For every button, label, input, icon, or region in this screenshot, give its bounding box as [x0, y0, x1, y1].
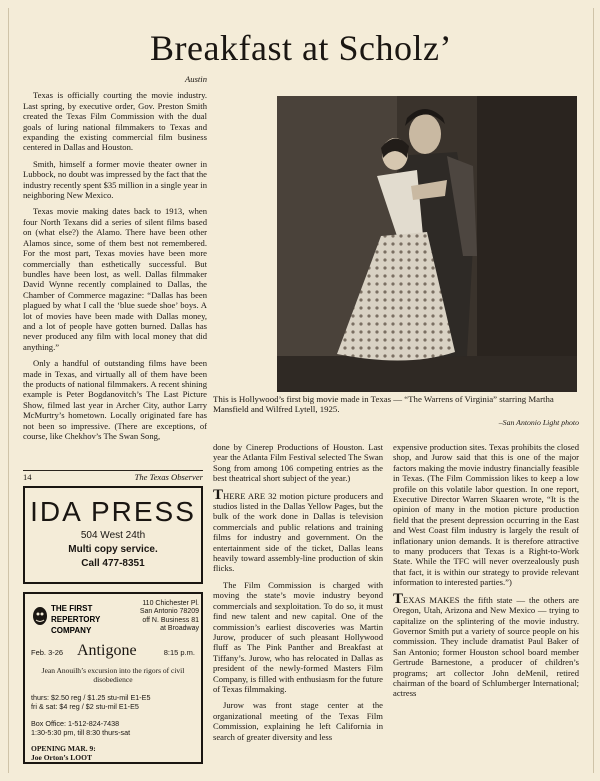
address-line: 110 Chichester Pl. [142, 600, 199, 607]
ticket-prices [31, 694, 150, 711]
paragraph-text: EXAS MAKES the fifth state — the others are Oregon, Utah, Arizona and New Mexico — trying to capitalize on the splintering of the movie industry. Governor Smith put a variety of source people on his commission. They include dramatist Paul Baker of San Antonio; former Houston school board member Gertrude Barnestone, a producer of children’s programs; art collector John deMenil, retired chairman of the board of Schlumberger International; actress [393, 594, 579, 699]
mask-icon [31, 600, 103, 642]
paragraph [213, 486, 383, 574]
opening-line: OPENING MAR. 9: [31, 744, 96, 753]
ad-address: 504 West 24th [80, 530, 146, 541]
paragraph: Jurow was front stage center at the organizational meeting of the Texas Film Commission, explaining he left California in search of greater diversity and less [213, 700, 383, 742]
article-column-2 [213, 442, 383, 748]
address-line: San Antonio 78209 [139, 608, 199, 616]
article-column-1 [23, 74, 207, 447]
paragraph-text: HERE ARE 32 motion picture producers and studios listed in the Dallas Yellow Pages, but the bulk of the work done in Dallas is television commercials and public relations and training films for industry and government. On the entertainment side of the ticket, Dallas leans heavily toward assembly-line production of skin flicks. [213, 490, 383, 574]
run-dates: Feb. 3-26 [31, 648, 64, 657]
headline: Breakfast at Scholz’ [150, 28, 452, 68]
logo-line: THE FIRST [51, 604, 93, 613]
page-number: 14 [23, 472, 32, 482]
repertory-logo [31, 600, 103, 642]
address-line: off N. Business 81 [142, 616, 199, 624]
paragraph: Smith, himself a former movie theater owner in Lubbock, no doubt was impressed by the fact that the industry recently spent $35 million in a single year in neighboring New Mexico. [23, 158, 207, 201]
logo-line: REPERTORY [51, 615, 101, 624]
photo-illustration [277, 96, 577, 392]
price-line: fri & sat: $4 reg / $2 stu-mil E1-E5 [31, 701, 139, 711]
repertory-company-ad [23, 592, 203, 764]
logo-line: COMPANY [51, 626, 92, 635]
paragraph: Only a handful of outstanding films have been made in Texas, and virtually all of them have been the products of national filmmakers. A recent shining example is Peter Bogdanovitch’s The Last Picture Show, filmed last year in Archer City, author Larry McMurtry’s hometown. Locally originated fare has not been so impressive. (There are exceptions, of course, like Chekhov’s The Swan Song, [23, 358, 207, 441]
box-office-line: 1:30-5:30 pm, till 8:30 thurs-sat [31, 727, 131, 737]
photo-caption: This is Hollywood’s first big movie made in Texas — “The Warrens of Virginia” starring Martha Mansfield and Wilfred Lytell, 1925. [213, 394, 554, 415]
play-blurb: Jean Anouilh’s excursion into the rigors of civil disobedience [41, 666, 185, 684]
ida-press-ad [23, 486, 203, 584]
publication-name: The Texas Observer [134, 472, 203, 482]
article-column-3 [393, 442, 579, 705]
box-office-line: Box Office: 1-512-824-7438 [31, 719, 120, 728]
ad-title: IDA PRESS [30, 496, 196, 527]
play-title: Antigone [77, 642, 137, 659]
film-still-photo [277, 96, 577, 392]
paragraph: Texas movie making dates back to 1913, when four North Texans did a series of silent films based on (what else?) the Alamo. There have been other Alamos since, some of them best not remembered. For the most part, Texas movies have been more commercially than esthetically successful. But bundles have been lost, as well. Dallas filmmaker David Wynne recently complained to Dallas, the Chamber of Commerce magazine: “Dallas has been plagued by what I call the ‘blue suede shoe’ boys. A lot of movies have been made with Dallas money, and a lot of people have gotten burned. Dallas has never produced any film with local money that did anything.” [23, 206, 207, 352]
address-line: at Broadway [160, 625, 199, 633]
paragraph: Texas is officially courting the movie industry. Last spring, by executive order, Gov. Preston Smith created the Texas Film Commission with the dual goals of luring national filmmakers to Texas and expanding the existing commercial film business centered in Dallas and Houston. [23, 90, 207, 153]
ad-phone: Call 477-8351 [81, 558, 145, 569]
drop-cap: T [393, 590, 404, 607]
newspaper-page [8, 8, 594, 773]
paragraph: expensive production sites. Texas prohibits the closed shop, and Jurow said that this is one of the major factors making the movie industry financially feasible in Texas. (The Film Commission likes to keep a low profile on this volatile labor question. In one report, Executive Director Warren Skaaren wrote, “It is the opinion of many in the motion picture production field that the present depression occurring in the East and West Coast film industry is largely the result of inflationary union demands. It is therefore attractive to many producers that Texas is a Right-to-Work State. While the TFC will never overzealously push that fact, it is within our strategy to provide relevant information to interested parties.”) [393, 442, 579, 588]
show-time: 8:15 p.m. [163, 648, 195, 657]
page-footer [23, 470, 203, 484]
dateline: Austin [185, 74, 207, 84]
price-line: thurs: $2.50 reg / $1.25 stu-mil E1-E5 [31, 693, 151, 702]
paragraph [393, 590, 579, 699]
theater-address [109, 600, 199, 634]
paragraph: The Film Commission is charged with moving the state’s movie industry beyond commercials and sexploitation. To do so, it must find new talent and new capital. One of the commission’s earliest discoveries was Martin Jurow, producer of such pleasant Hollywood fluff as The Pink Panther and Breakfast at Tiffany’s. Jurow, who has relocated in Dallas as president of the newly-formed Masters Film Company, is filled with enthusiasm for the future of Texas filmmaking. [213, 579, 383, 694]
paragraph: done by Cinerep Productions of Houston. Last year the Atlanta Film Festival selected The Swan Song from among 106 competing entries as the best theatrical short subject of the year.) [213, 442, 383, 484]
box-office [31, 720, 130, 737]
ad-service: Multi copy service. [68, 544, 158, 555]
opening-line: Joe Orton’s LOOT [31, 753, 92, 762]
drop-cap: T [213, 486, 224, 503]
next-opening [31, 744, 96, 762]
photo-credit: –San Antonio Light photo [498, 418, 579, 427]
